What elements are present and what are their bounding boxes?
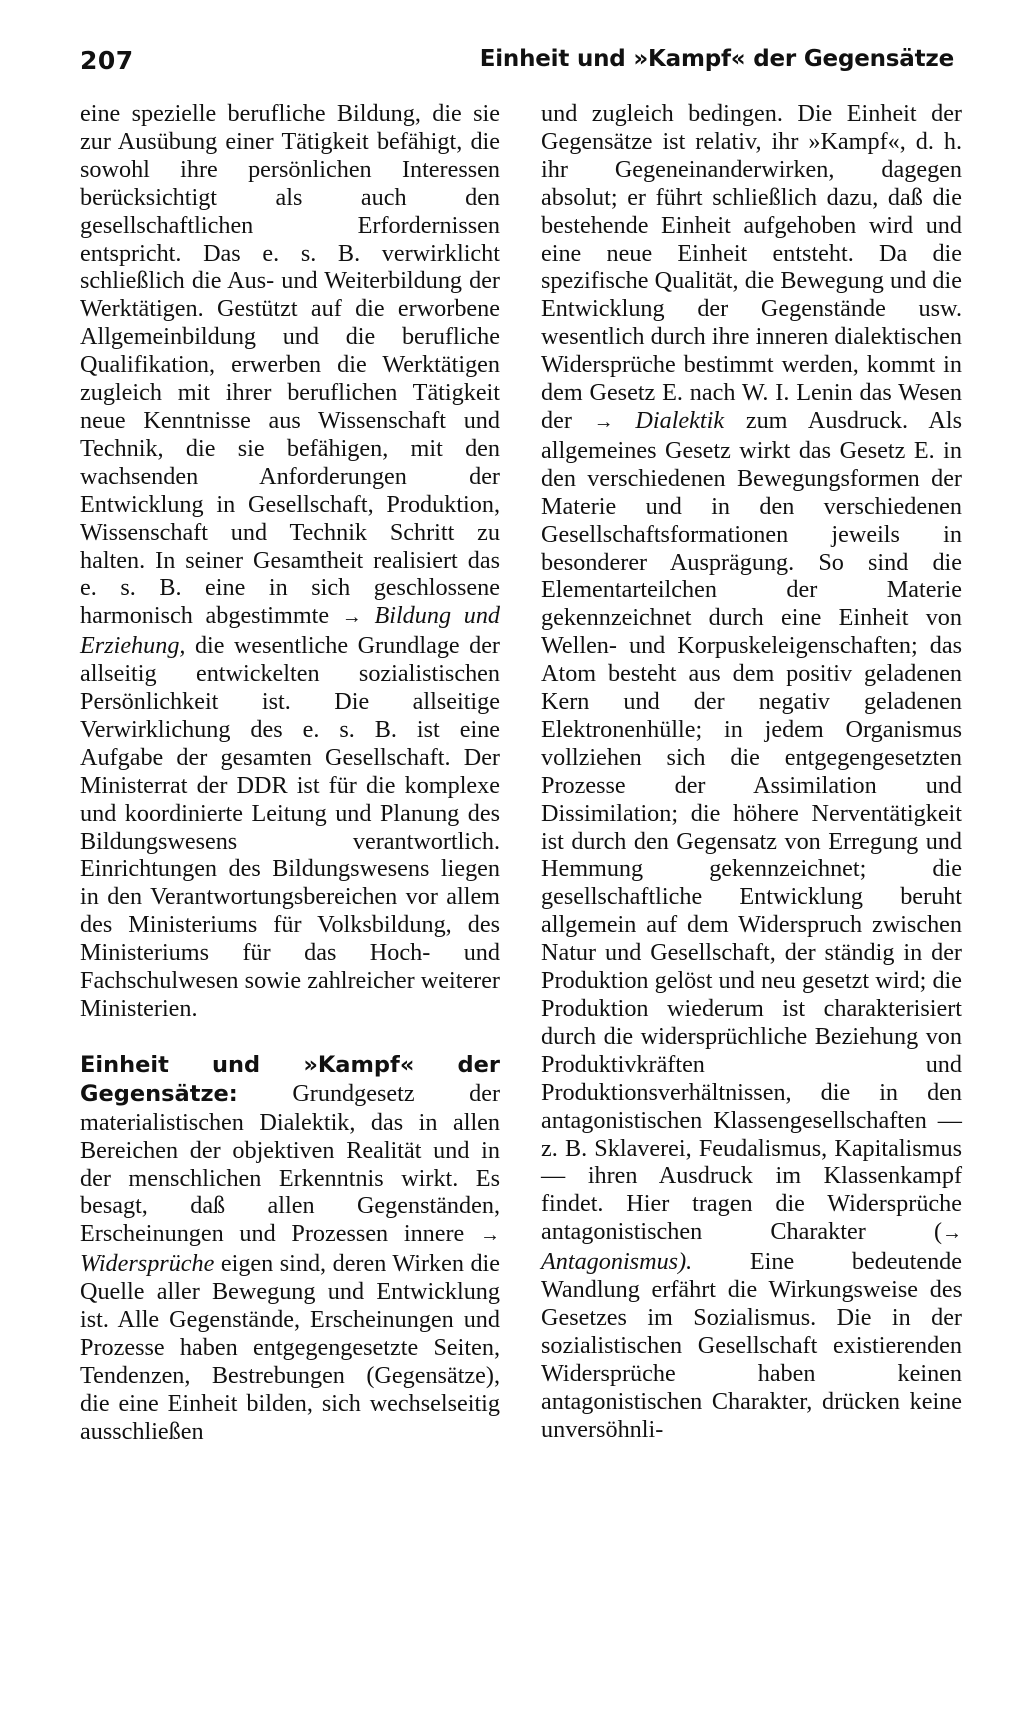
cross-reference-widersprueche[interactable]: Widersprüche	[80, 1250, 215, 1278]
entry-text: und zugleich bedingen. Die Einheit der Gegensätze ist relativ, ihr »Kampf«, d. h. ihr Gegeneinanderwirken, dagegen absolut; er führt schließlich dazu, daß die bestehende Einheit aufgehoben wird und eine neue Einheit entsteht. Da die spezifische Qualität, die Bewegung und die Entwicklung der Gegenstände usw. wesentlich durch ihre inneren dialektischen Widersprüche bestimmt werden, kommt in dem Gesetz E. nach W. I. Lenin das Wesen der	[541, 100, 962, 434]
cross-reference-dialektik[interactable]: Dialektik	[635, 406, 725, 434]
page-header	[80, 46, 954, 86]
running-head: Einheit und »Kampf« der Gegensätze	[479, 46, 954, 72]
entry-continuation	[541, 100, 962, 1444]
paragraph-text: die wesentliche Grundlage der allseitig entwickelten sozialistischen Persönlichkeit ist. Die allseitige Verwirklichung des e. s. B. ist eine Aufgabe der gesamten Gesellschaft. Der Ministerrat der DDR ist für die komplexe und koordinierte Leitung und Planung des Bildungswesens verantwortlich. Einrichtungen des Bildungswesens liegen in den Verantwortungsbereichen vor allem des Ministeriums für Volksbildung, des Ministeriums für das Hoch- und Fachschulwesen sowie zahlreicher weiterer Ministerien.	[80, 632, 500, 1022]
paragraph-text: eine spezielle berufliche Bildung, die sie zur Ausübung einer Tätigkeit befähigt, die sowohl ihre persönlichen Interessen berücksichtigt als auch den gesellschaftlichen Erfordernissen entspricht. Das e. s. B. verwirklicht schließlich die Aus- und Weiterbildung der Werktätigen. Gestützt auf die erworbene Allgemeinbildung und die berufliche Qualifikation, erwerben die Werktätigen zugleich mit ihrer beruflichen Tätigkeit neue Kenntnisse aus Wissenschaft und Technik, die sie befähigen, mit den wachsenden Anforderungen der Entwicklung in Gesellschaft, Produktion, Wissenschaft und Technik Schritt zu halten. In seiner Gesamtheit realisiert das e. s. B. eine in sich geschlossene harmonisch abgestimmte	[80, 100, 500, 630]
cross-reference-arrow-icon: →	[593, 410, 614, 433]
entry-text: eigen sind, deren Wirken die Quelle aller Bewegung und Entwicklung ist. Alle Gegenstände, Erscheinungen und Prozesse haben entgegengesetzte Seiten, Tendenzen, Bestrebungen (Gegensätze), die eine Einheit bilden, sich wechselseitig ausschließen	[80, 1250, 500, 1445]
entry-text: Grundgesetz der materialistischen Dialektik, das in allen Bereichen der objektiven Realität und in der menschlichen Erkenntnis wirkt. Es besagt, daß allen Gegenständen, Erscheinungen und Prozessen innere	[80, 1079, 501, 1248]
cross-reference-arrow-icon: →	[942, 1222, 962, 1245]
dictionary-entry	[80, 1051, 500, 1446]
entry-text: Eine bedeutende Wandlung erfährt die Wirkungsweise des Gesetzes im Sozialismus. Die in der sozialistischen Gesellschaft existierenden Widersprüche haben keinen antagonistischen Charakter, drücken keine unversöhnli-	[541, 1248, 962, 1443]
cross-reference-arrow-icon: →	[480, 1224, 500, 1247]
cross-reference-bildung[interactable]: Bildung und Erziehung,	[80, 602, 501, 660]
entry-headword: Einheit und »Kampf« der Gegensätze:	[80, 1051, 500, 1107]
cross-reference-antagonismus[interactable]: Antagonismus).	[541, 1248, 693, 1276]
left-column	[80, 100, 500, 1446]
cross-reference-arrow-icon: →	[341, 606, 362, 629]
page-number: 207	[80, 46, 134, 75]
continued-paragraph	[80, 100, 500, 1023]
entry-text: zum Ausdruck. Als allgemeines Gesetz wirkt das Gesetz E. in den verschiedenen Bewegungsformen der Materie und in den verschiedenen Gesellschaftsformationen jeweils in besonderer Ausprägung. So sind die Elementarteilchen der Materie gekennzeichnet durch eine Einheit von Wellen- und Korpuskeleigenschaften; das Atom besteht aus dem positiv geladenen Kern und der negativ geladenen Elektronenhülle; in jedem Organismus vollziehen sich die entgegengesetzten Prozesse der Assimilation und Dissimilation; die höhere Nerventätigkeit ist durch den Gegensatz von Erregung und Hemmung gekennzeichnet; die gesellschaftliche Entwicklung beruht allgemein auf dem Widerspruch zwischen Natur und Gesellschaft, der ständig in der Produktion gelöst und neu gesetzt wird; die Produktion wiederum ist charakterisiert durch die widersprüchliche Beziehung von Produktivkräften und Produktionsverhältnissen, die in den antagonistischen Klassengesellschaften — z. B. Sklaverei, Feudalismus, Kapitalismus — ihren Ausdruck im Klassenkampf findet. Hier tragen die Widersprüche antagonistischen Charakter (	[541, 406, 963, 1246]
right-column	[541, 100, 962, 1444]
